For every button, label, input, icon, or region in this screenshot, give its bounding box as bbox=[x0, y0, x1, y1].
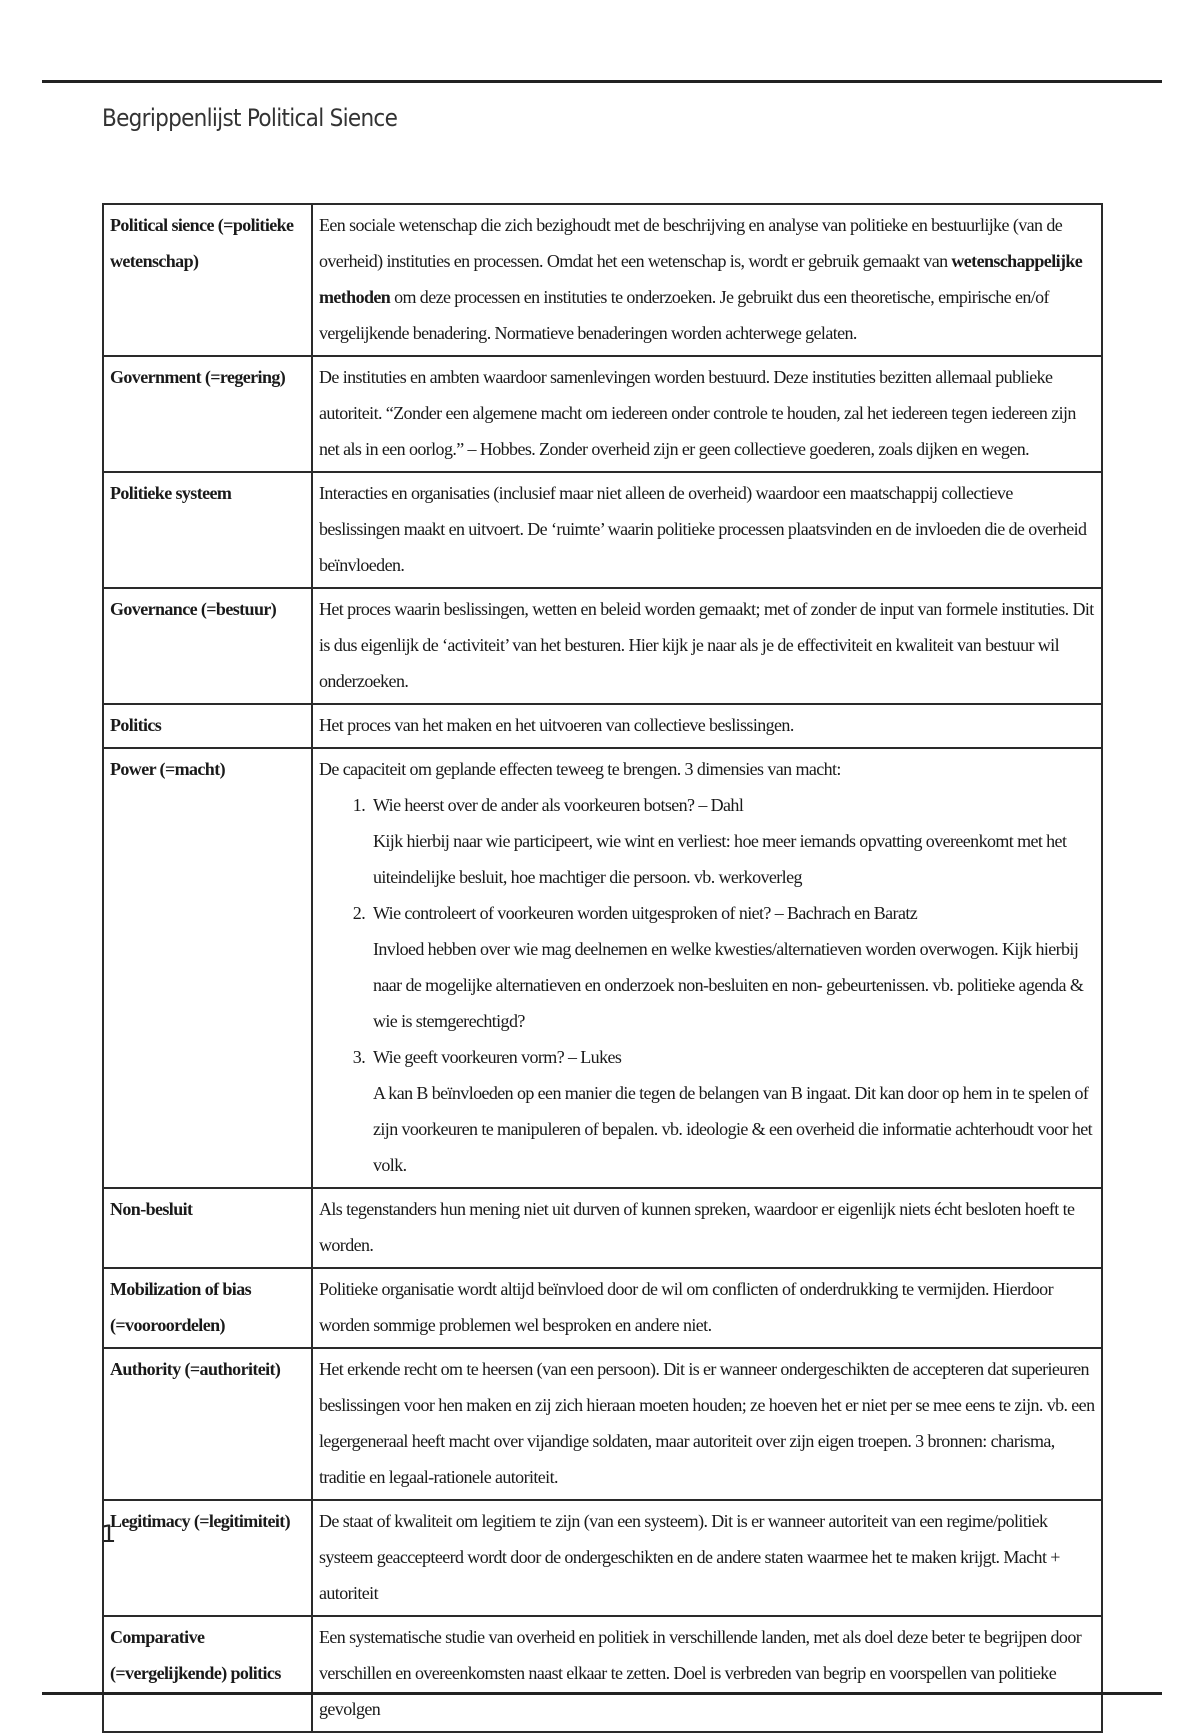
term-cell: Government (=regering) bbox=[103, 356, 312, 472]
definition-cell: Een sociale wetenschap die zich bezighoudt met de beschrijving en analyse van politieke en bestuurlijke (van de overheid) instituties en processen. Omdat het een wetenschap is, wordt er gebruik gemaakt van wetenschappelijke methoden om deze processen en instituties te onderzoeken. Je gebruikt dus een theoretische, empirische en/of vergelijkende benadering. Normatieve benaderingen worden achterwege gelaten. bbox=[312, 204, 1102, 356]
dimension-explanation: Kijk hierbij naar wie participeert, wie wint en verliest: hoe meer iemands opvatting overeenkomt met het uiteindelijke besluit, hoe machtiger die persoon. vb. werkoverleg bbox=[373, 831, 1067, 887]
definition-cell bbox=[312, 748, 1102, 1188]
table-row bbox=[103, 1268, 1102, 1348]
emphasis-text: wetenschappelijke methoden bbox=[319, 251, 1083, 307]
term-cell: Legitimacy (=legitimiteit) bbox=[103, 1500, 312, 1616]
dimension-question: 1. Wie heerst over de ander als voorkeuren botsen? – Dahl bbox=[373, 795, 744, 815]
dimension-explanation: A kan B beïnvloeden op een manier die tegen de belangen van B ingaat. Dit kan door op hem in te spelen of zijn voorkeuren te manipuleren of bepalen. vb. ideologie & een overheid die informatie achterhoudt voor het volk. bbox=[373, 1083, 1093, 1175]
table-row bbox=[103, 704, 1102, 748]
header-rule bbox=[42, 80, 1162, 83]
definition-cell: Een systematische studie van overheid en politiek in verschillende landen, met als doel deze beter te begrijpen door verschillen en overeenkomsten naast elkaar te zetten. Doel is verbreden van begrip en voorspellen van politieke gevolgen bbox=[312, 1616, 1102, 1732]
term-cell: Authority (=authoriteit) bbox=[103, 1348, 312, 1500]
definition-cell: Politieke organisatie wordt altijd beïnvloed door de wil om conflicten of onderdrukking te vermijden. Hierdoor worden sommige problemen wel besproken en andere niet. bbox=[312, 1268, 1102, 1348]
term-cell: Power (=macht) bbox=[103, 748, 312, 1188]
definition-cell: Als tegenstanders hun mening niet uit durven of kunnen spreken, waardoor er eigenlijk niets écht besloten hoeft te worden. bbox=[312, 1188, 1102, 1268]
definition-cell: Het proces waarin beslissingen, wetten en beleid worden gemaakt; met of zonder de input van formele instituties. Dit is dus eigenlijk de ‘activiteit’ van het besturen. Hier kijk je naar als je de effectiviteit en kwaliteit van bestuur wil onderzoeken. bbox=[312, 588, 1102, 704]
table-row bbox=[103, 748, 1102, 1188]
definition-cell: De instituties en ambten waardoor samenlevingen worden bestuurd. Deze instituties bezitten allemaal publieke autoriteit. “Zonder een algemene macht om iedereen onder controle te houden, zal het iedereen tegen iedereen zijn net als in een oorlog.” – Hobbes. Zonder overheid zijn er geen collectieve goederen, zoals dijken en wegen. bbox=[312, 356, 1102, 472]
footer-rule bbox=[42, 1692, 1162, 1695]
term-cell: Politieke systeem bbox=[103, 472, 312, 588]
list-item bbox=[369, 895, 1095, 1039]
term-cell: Mobilization of bias (=vooroordelen) bbox=[103, 1268, 312, 1348]
power-dimensions-list bbox=[319, 787, 1095, 1183]
term-cell: Political sience (=politieke wetenschap) bbox=[103, 204, 312, 356]
table-row bbox=[103, 1500, 1102, 1616]
page-number: 1 bbox=[101, 1520, 117, 1548]
term-cell: Governance (=bestuur) bbox=[103, 588, 312, 704]
definition-cell: Het erkende recht om te heersen (van een persoon). Dit is er wanneer ondergeschikten de accepteren dat superieuren beslissingen voor hen maken en zij zich hieraan moeten houden; ze hoeven het er niet per se mee eens te zijn. vb. een legergeneraal heeft macht over vijandige soldaten, maar autoriteit over zijn eigen troepen. 3 bronnen: charisma, traditie en legaal-rationele autoriteit. bbox=[312, 1348, 1102, 1500]
table-row bbox=[103, 588, 1102, 704]
definition-cell: Interacties en organisaties (inclusief maar niet alleen de overheid) waardoor een maatschappij collectieve beslissingen maakt en uitvoert. De ‘ruimte’ waarin politieke processen plaatsvinden en de invloeden die de overheid beïnvloeden. bbox=[312, 472, 1102, 588]
dimension-question: 2. Wie controleert of voorkeuren worden uitgesproken of niet? – Bachrach en Baratz bbox=[373, 903, 918, 923]
term-cell: Non-besluit bbox=[103, 1188, 312, 1268]
power-intro: De capaciteit om geplande effecten teweeg te brengen. 3 dimensies van macht: bbox=[319, 759, 841, 779]
table-row bbox=[103, 1616, 1102, 1732]
table-row bbox=[103, 1188, 1102, 1268]
definition-cell: De staat of kwaliteit om legitiem te zijn (van een systeem). Dit is er wanneer autoriteit van een regime/politiek systeem geaccepteerd wordt door de ondergeschikten en de andere staten waarmee het te maken krijgt. Macht + autoriteit bbox=[312, 1500, 1102, 1616]
table-row bbox=[103, 1348, 1102, 1500]
glossary-table bbox=[102, 203, 1103, 1733]
term-cell: Politics bbox=[103, 704, 312, 748]
document-title: Begrippenlijst Political Sience bbox=[102, 104, 398, 132]
list-item bbox=[369, 1039, 1095, 1183]
list-item bbox=[369, 787, 1095, 895]
dimension-explanation: Invloed hebben over wie mag deelnemen en welke kwesties/alternatieven worden overwogen. Kijk hierbij naar de mogelijke alternatieven en onderzoek non-besluiten en non- gebeurtenissen. vb. politieke agenda & wie is stemgerechtigd? bbox=[373, 939, 1084, 1031]
definition-cell: Het proces van het maken en het uitvoeren van collectieve beslissingen. bbox=[312, 704, 1102, 748]
term-cell: Comparative (=vergelijkende) politics bbox=[103, 1616, 312, 1732]
table-row bbox=[103, 356, 1102, 472]
table-row bbox=[103, 472, 1102, 588]
dimension-question: 3. Wie geeft voorkeuren vorm? – Lukes bbox=[373, 1047, 622, 1067]
table-row bbox=[103, 204, 1102, 356]
